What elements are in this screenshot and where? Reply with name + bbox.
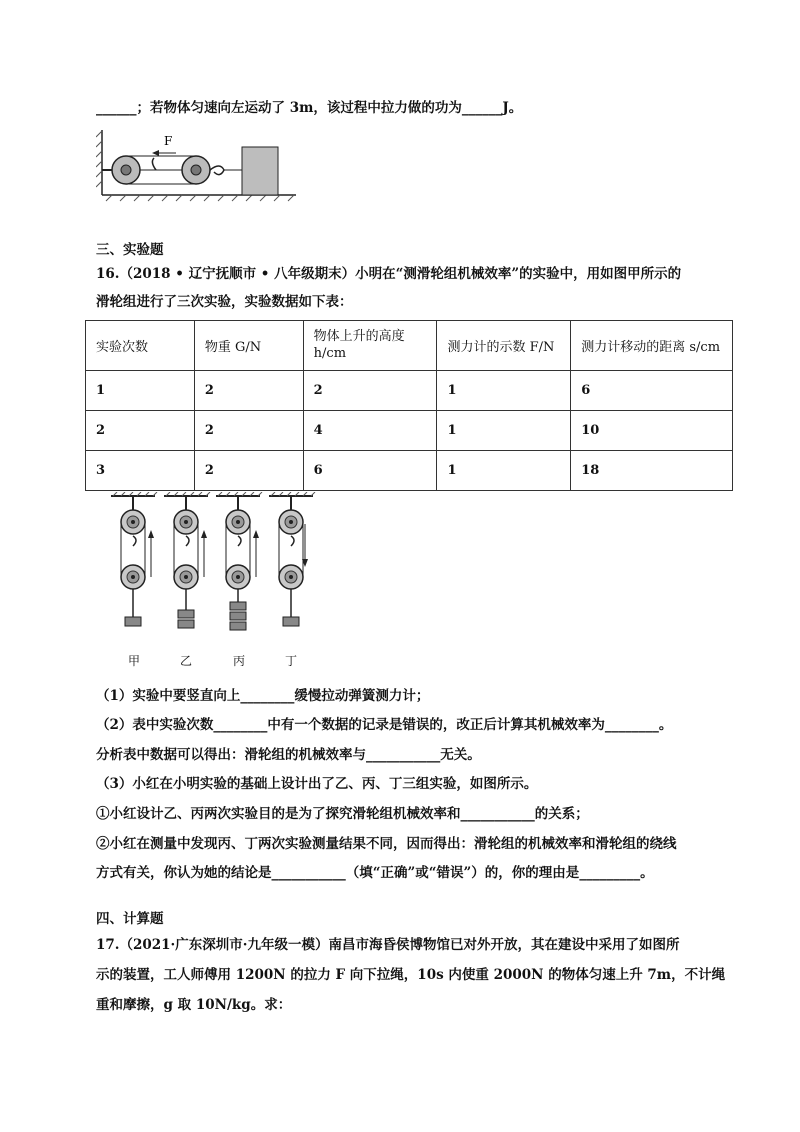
text: 无关。 <box>440 747 481 763</box>
answer-blank: _________ <box>579 865 641 881</box>
q16-analysis <box>96 749 481 763</box>
answer-blank: ________ <box>604 717 659 733</box>
pulley-groups-figure <box>108 492 318 672</box>
q17-line-3: 重和摩擦，g 取 10N/kg。求： <box>96 997 292 1013</box>
table-cell: 4 <box>303 411 437 451</box>
answer-blank: ___________ <box>366 747 441 763</box>
header-cell: 物体上升的高度 h/cm <box>303 321 437 371</box>
q16-part-3-2-cont <box>96 867 654 881</box>
header-cell: 测力计移动的距离 s/cm <box>571 321 733 371</box>
text: （2）表中实验次数 <box>96 717 214 733</box>
blank-1: ______ <box>96 100 137 116</box>
table-cell: 10 <box>571 411 733 451</box>
text: （填“正确”或“错误”）的，你的理由是 <box>345 865 580 881</box>
fig-label-jia: 甲 <box>128 654 141 668</box>
q16-part-3-1 <box>96 808 589 822</box>
unit-text: J。 <box>502 100 523 116</box>
pulley-setup-yi <box>164 492 210 628</box>
answer-blank: ___________ <box>460 806 535 822</box>
table-cell: 2 <box>303 371 437 411</box>
pulley-setup-jia <box>111 492 157 626</box>
table-cell: 1 <box>437 451 571 491</box>
table-cell: 1 <box>437 371 571 411</box>
header-cell: 物重 G/N <box>194 321 303 371</box>
table-cell: 3 <box>86 451 195 491</box>
fig-label-ding: 丁 <box>285 654 298 668</box>
table-cell: 1 <box>86 371 195 411</box>
text: ①小红设计乙、丙两次实验目的是为了探究滑轮组机械效率和 <box>96 806 461 822</box>
experiment-data-table <box>85 320 733 491</box>
force-label: F <box>164 134 173 148</box>
q15-tail-text: ；若物体匀速向左运动了 3m，该过程中拉力做的功为 <box>136 100 462 116</box>
q15-tail-line <box>96 102 522 116</box>
text: 的关系； <box>534 806 589 822</box>
table-row <box>86 411 733 451</box>
answer-blank: ___________ <box>271 865 346 881</box>
text: 方式有关，你认为她的结论是 <box>96 865 272 881</box>
section-3-title: 三、实验题 <box>96 242 164 258</box>
blank-2: ______ <box>461 100 503 116</box>
pulley-setup-ding <box>269 492 315 626</box>
table-row <box>86 371 733 411</box>
q16-part-1 <box>96 690 429 704</box>
q17-line-1: 17.（2021·广东深圳市·九年级一模）南昌市海昏侯博物馆已对外开放，其在建设中采用了如图所 <box>96 937 680 953</box>
table-header-row <box>86 321 733 371</box>
header-cell: 测力计的示数 F/N <box>437 321 571 371</box>
text: 中有一个数据的记录是错误的，改正后计算其机械效率为 <box>267 717 605 733</box>
text: 缓慢拉动弹簧测力计； <box>294 688 430 704</box>
table-cell: 6 <box>571 371 733 411</box>
table-cell: 6 <box>303 451 437 491</box>
table-cell: 2 <box>194 411 303 451</box>
section-4-title: 四、计算题 <box>96 911 164 927</box>
q16-line-1: 16.（2018 • 辽宁抚顺市 • 八年级期末）小明在“测滑轮组机械效率”的实验中，用如图甲所示的 <box>96 266 682 282</box>
pulley-setup-bing <box>216 492 262 630</box>
table-cell: 2 <box>194 451 303 491</box>
text: 。 <box>640 865 654 881</box>
q16-part-3: （3）小红在小明实验的基础上设计出了乙、丙、丁三组实验，如图所示。 <box>96 776 538 792</box>
answer-blank: ________ <box>213 717 268 733</box>
answer-blank: ________ <box>240 688 295 704</box>
table-cell: 18 <box>571 451 733 491</box>
table-row <box>86 451 733 491</box>
q16-part-2 <box>96 719 672 733</box>
text: （1）实验中要竖直向上 <box>96 688 241 704</box>
header-cell: 实验次数 <box>86 321 195 371</box>
table-cell: 2 <box>194 371 303 411</box>
fig-label-bing: 丙 <box>233 654 246 668</box>
text: 分析表中数据可以得出：滑轮组的机械效率与 <box>96 747 366 763</box>
table-cell: 1 <box>437 411 571 451</box>
horizontal-pulley-figure <box>96 125 306 205</box>
text: 。 <box>658 717 673 733</box>
fig-label-yi: 乙 <box>180 654 193 668</box>
table-cell: 2 <box>86 411 195 451</box>
q16-line-2: 滑轮组进行了三次实验，实验数据如下表： <box>96 294 353 310</box>
q17-line-2: 示的装置，工人师傅用 1200N 的拉力 F 向下拉绳，10s 内使重 2000N 的物体匀速上升 7m，不计绳 <box>96 967 726 983</box>
q16-part-3-2: ②小红在测量中发现丙、丁两次实验测量结果不同，因而得出：滑轮组的机械效率和滑轮组的绕线 <box>96 836 677 852</box>
